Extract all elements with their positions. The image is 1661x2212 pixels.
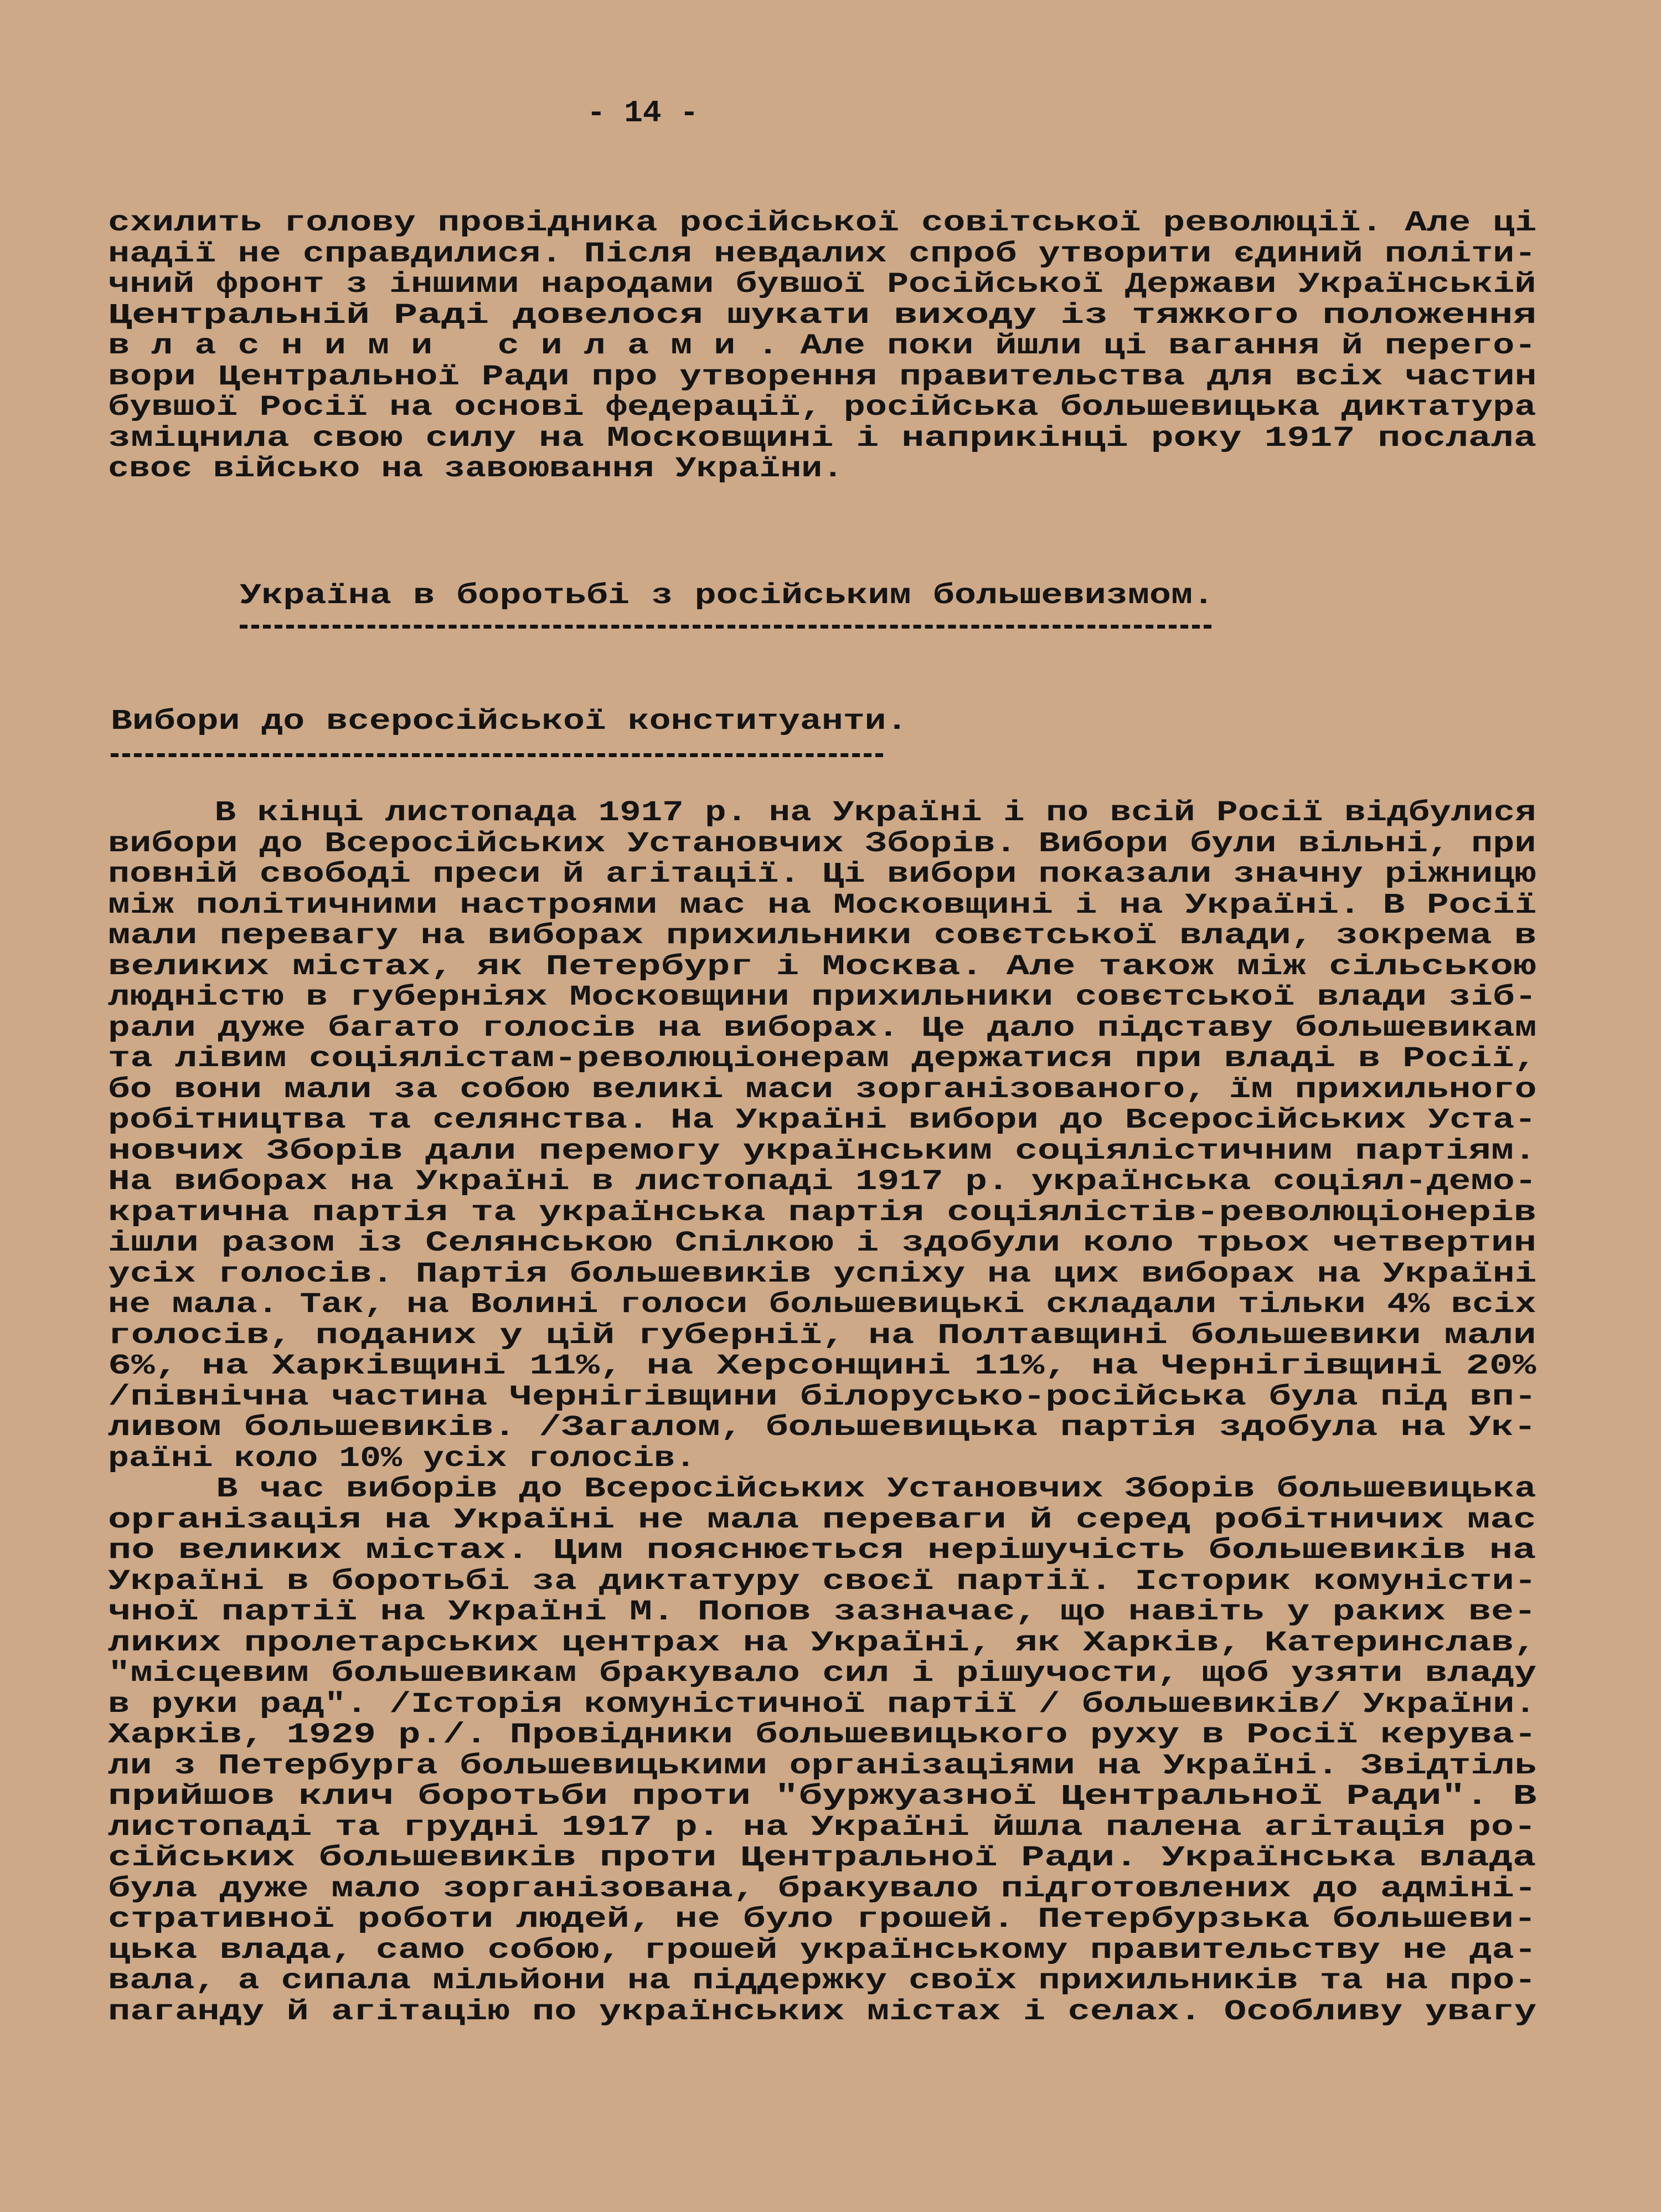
intro-line: в л а с н и м и с и л а м и . Але поки йшли ці вагання й перего-	[108, 330, 1536, 362]
body-line: В кінці листопада 1917 р. на Україні і по всій Росії відбулися	[108, 796, 1536, 829]
body-line: "місцевим большевикам бракувало сил і рішучости, щоб узяти владу	[108, 1657, 1537, 1690]
body-line: ішли разом із Селянською Спілкою і здобули коло трьох четвертин	[108, 1227, 1536, 1259]
body-line: Україні в боротьбі за диктатуру своєї партії. Історик комуністи-	[108, 1565, 1537, 1598]
body-line: не мала. Так, на Волині голоси большевицькі складали тільки 4% всіх	[108, 1288, 1536, 1321]
body-line: ливом большевиків. /Загалом, большевицька партія здобула на Ук-	[108, 1411, 1536, 1444]
body-line: по великих містах. Цим пояснюється нерішучість большевиків на	[108, 1534, 1536, 1567]
body-line: цька влада, само собою, грошей українському правительству не да-	[108, 1933, 1537, 1967]
body-line: між політичними настроями мас на Московщині і на Україні. В Росії	[108, 888, 1537, 922]
body-line: організація на Україні не мала переваги й серед робітничих мас	[108, 1503, 1536, 1536]
sub-heading-underline	[111, 753, 883, 757]
body-line: вибори до Всеросійських Установчих Зборів. Вибори були вільні, при	[108, 827, 1536, 860]
body-line: ли з Петербурга большевицькими організаціями на Україні. Звідтіль	[108, 1749, 1537, 1782]
intro-line: зміцнила свою силу на Московщині і наприкінці року 1917 послала	[108, 421, 1536, 455]
body-line: /північна частина Чернігівщини білорусько-російська була під вп-	[108, 1380, 1537, 1413]
body-line: голосів, поданих у цій губернії, на Полтавщині большевики мали	[108, 1319, 1536, 1352]
body-line: На виборах на Україні в листопаді 1917 р. українська соціял-демо-	[108, 1165, 1537, 1198]
sub-heading: Вибори до всеросійської конституанти.	[111, 705, 908, 738]
body-line: усіх голосів. Партія большевиків успіху на цих виборах на Україні	[108, 1257, 1537, 1290]
intro-line: бувшої Росії на основі федерації, російська большевицька диктатура	[108, 391, 1536, 424]
body-line: раїні коло 10% усіх голосів.	[108, 1442, 697, 1475]
intro-line: схилить голову провідника російської совітської революції. Але ці	[108, 207, 1537, 239]
body-line: бо вони мали за собою великі маси зорганізованого, їм прихильного	[108, 1073, 1537, 1106]
body-line: листопаді та грудні 1917 р. на Україні йшла палена агітація ро-	[108, 1810, 1536, 1844]
body-line: мали перевагу на виборах прихильники совєтської влади, зокрема в	[108, 919, 1537, 952]
body-line: вала, а сипала мільйони на піддержку своїх прихильників та на про-	[108, 1964, 1536, 1997]
body-line: людністю в губерніях Московщини прихильники совєтської влади зіб-	[108, 981, 1537, 1014]
body-line: сійських большевиків проти Центральної Ради. Українська влада	[108, 1841, 1536, 1874]
body-line: чної партії на Україні М. Попов зазначає, що навіть у раких ве-	[108, 1596, 1536, 1628]
body-line: Харків, 1929 р./. Провідники большевицького руху в Росії керува-	[108, 1719, 1537, 1751]
body-line: прийшов клич боротьби проти "буржуазної Центральної Ради". В	[108, 1780, 1537, 1813]
intro-line: чний фронт з іншими народами бувшої Російської Держави Українській	[108, 268, 1536, 301]
section-heading-underline	[240, 625, 1211, 629]
body-line: рали дуже багато голосів на виборах. Це дало підставу большевикам	[108, 1011, 1537, 1045]
intro-line: Центральній Раді довелося шукати виходу із тяжкого положення	[108, 299, 1537, 332]
intro-line: своє військо на завоювання України.	[108, 452, 844, 485]
body-line: 6%, на Харківщині 11%, на Херсонщині 11%, на Чернігівщині 20%	[108, 1350, 1536, 1382]
body-line: В час виборів до Всеросійських Установчих Зборів большевицька	[108, 1473, 1536, 1505]
body-line: стративної роботи людей, не було грошей. Петербурзька большеви-	[108, 1903, 1536, 1936]
body-line: була дуже мало зорганізована, бракувало підготовлених до адміні-	[108, 1872, 1537, 1905]
body-line: великих містах, як Петербург і Москва. Але також між сільською	[108, 950, 1536, 983]
section-heading: Україна в боротьбі з російським большевизмом.	[240, 579, 1215, 612]
body-line: кратична партія та українська партія соціялістів-революціонерів	[108, 1196, 1536, 1229]
page-number: - 14 -	[587, 95, 699, 131]
body-line: новчих Зборів дали перемогу українським соціялістичним партіям.	[108, 1134, 1536, 1167]
body-line: ликих пролетарських центрах на Україні, як Харків, Катеринслав,	[108, 1626, 1536, 1659]
intro-line: вори Центральної Ради про утворення правительства для всіх частин	[108, 360, 1537, 393]
body-line: робітництва та селянства. На Україні вибори до Всеросійських Уста-	[108, 1104, 1536, 1136]
body-line: та лівим соціялістам-революціонерам держатися при владі в Росії,	[108, 1042, 1537, 1075]
body-line: повній свободі преси й агітації. Ці вибори показали значну ріжницю	[108, 858, 1536, 891]
body-line: паганду й агітацію по українських містах і селах. Особливу увагу	[108, 1995, 1537, 2028]
intro-line: надії не справдилися. Після невдалих спроб утворити єдиний політи-	[108, 237, 1536, 270]
body-line: в руки рад". /Історія комуністичної партії / большевиків/ України.	[108, 1688, 1536, 1721]
